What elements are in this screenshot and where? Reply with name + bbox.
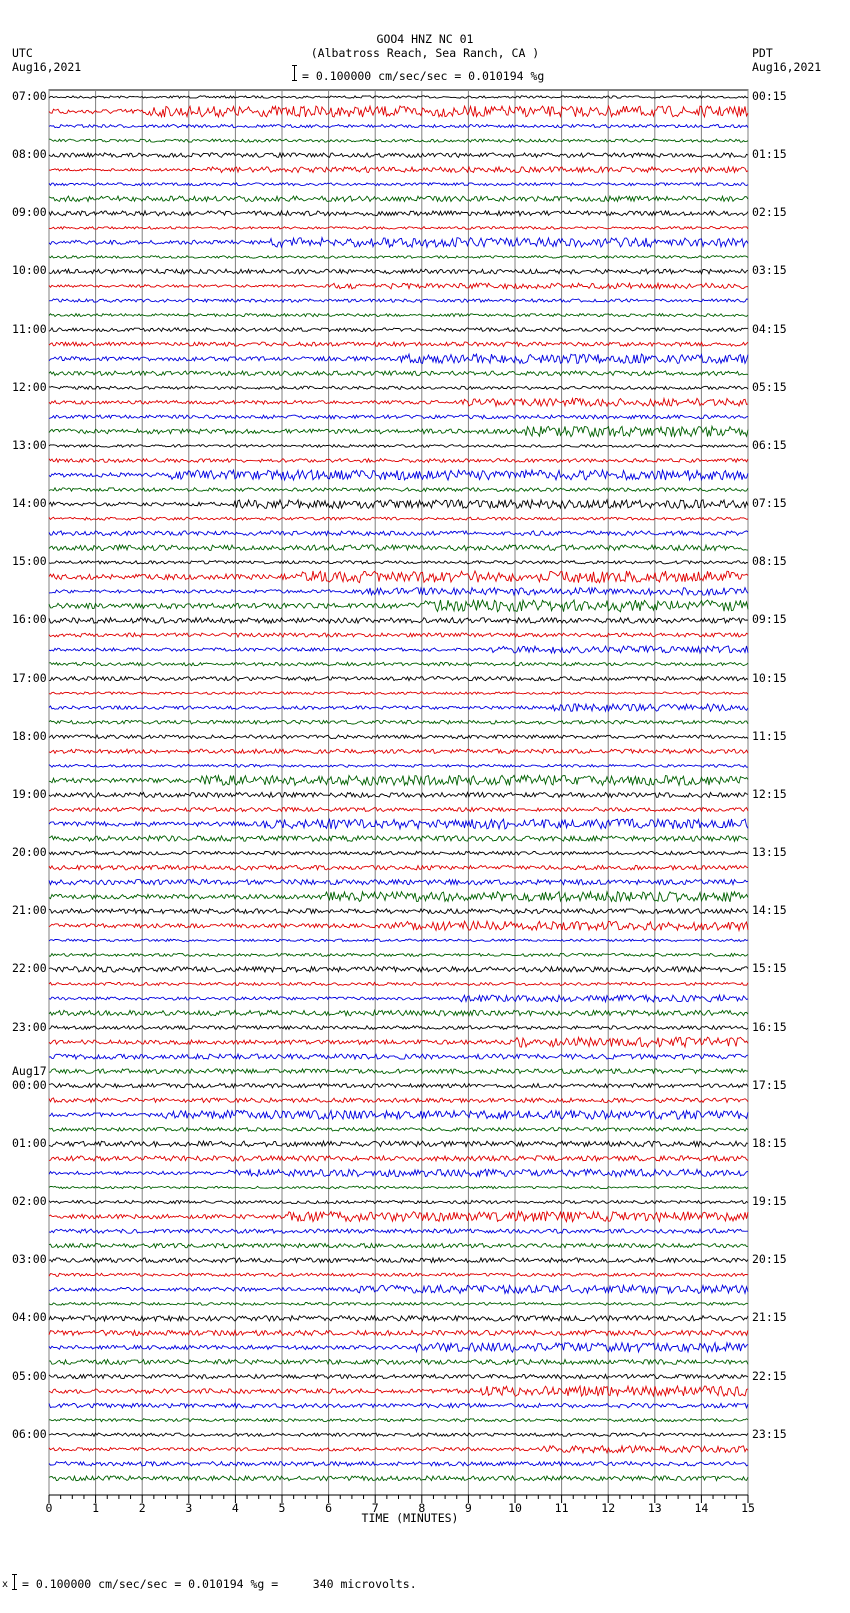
seismic-trace: [49, 892, 748, 902]
seismic-trace: [49, 1302, 748, 1305]
seismic-trace: [49, 342, 748, 346]
seismic-trace: [49, 561, 748, 564]
seismic-trace: [49, 1403, 748, 1408]
pdt-hour-label: 19:15: [752, 1194, 787, 1209]
seismic-trace: [49, 1273, 748, 1276]
utc-hour-label: 08:00: [12, 147, 47, 162]
seismic-trace: [49, 299, 748, 302]
seismic-trace: [49, 517, 748, 520]
utc-hour-label: 16:00: [12, 612, 47, 627]
seismic-trace: [49, 1285, 748, 1293]
x-tick-label: 10: [508, 1501, 522, 1515]
seismic-trace: [49, 256, 748, 259]
seismic-trace: [49, 792, 748, 797]
pdt-label: PDT: [752, 46, 773, 60]
seismic-trace: [49, 1084, 748, 1088]
seismic-trace: [49, 96, 748, 98]
x-axis-label: TIME (MINUTES): [361, 1511, 459, 1525]
seismic-trace: [49, 398, 748, 406]
seismic-trace: [49, 269, 748, 274]
footer-scale-bar-icon: [14, 1574, 15, 1590]
pdt-hour-label: 00:15: [752, 89, 787, 103]
utc-hour-label: 19:00: [12, 786, 47, 801]
seismic-trace: [49, 808, 748, 812]
seismic-trace: [49, 851, 748, 855]
x-tick-label: 7: [371, 1501, 379, 1515]
seismic-trace: [49, 227, 748, 230]
pdt-hour-label: 01:15: [752, 147, 787, 162]
pdt-hour-label: 03:15: [752, 263, 787, 278]
seismic-trace: [49, 386, 748, 389]
seismic-trace: [49, 662, 748, 666]
x-tick-label: 1: [92, 1501, 100, 1515]
seismic-trace: [49, 1010, 748, 1015]
seismic-trace: [49, 1316, 748, 1321]
seismic-trace: [49, 692, 748, 694]
utc-hour-label: 05:00: [12, 1368, 47, 1383]
seismic-trace: [49, 1374, 748, 1378]
footer-scale-text: = 0.100000 cm/sec/sec = 0.010194 %g = 340 microvolts.: [22, 1577, 417, 1591]
seismic-trace: [49, 1343, 748, 1352]
utc-hour-label: 21:00: [12, 903, 47, 918]
utc-hour-label: 04:00: [12, 1310, 47, 1325]
x-tick-label: 13: [647, 1501, 662, 1515]
seismic-trace: [49, 633, 748, 637]
pdt-hour-label: 21:15: [752, 1310, 787, 1325]
x-tick-label: 11: [554, 1501, 569, 1515]
x-tick-label: 15: [741, 1501, 755, 1515]
utc-hour-label: 09:00: [12, 205, 47, 220]
seismic-trace: [49, 921, 748, 930]
seismic-trace: [49, 167, 748, 173]
seismic-trace: [49, 531, 748, 536]
seismic-trace: [49, 1110, 748, 1119]
footer-prefix: x: [2, 1579, 9, 1590]
seismic-trace: [49, 646, 748, 653]
x-tick-label: 9: [464, 1501, 472, 1515]
x-tick-label: 2: [138, 1501, 146, 1515]
seismic-trace: [49, 764, 748, 767]
seismic-trace: [49, 909, 748, 914]
seismic-trace: [49, 153, 748, 158]
pdt-hour-label: 12:15: [752, 786, 787, 801]
pdt-hour-label: 05:15: [752, 379, 787, 394]
seismic-trace: [49, 1462, 748, 1466]
seismic-trace: [49, 677, 748, 681]
plot-frame: [49, 90, 748, 1495]
seismic-trace: [49, 618, 748, 624]
utc-hour-label: 07:00: [12, 89, 47, 103]
seismic-trace: [49, 953, 748, 956]
seismic-trace: [49, 211, 748, 216]
seismic-trace: [49, 196, 748, 201]
seismic-trace: [49, 982, 748, 985]
x-tick-label: 6: [325, 1501, 333, 1515]
seismic-trace: [49, 1419, 748, 1422]
seismic-trace: [49, 588, 748, 595]
seismic-trace: [49, 836, 748, 841]
seismic-trace: [49, 183, 748, 186]
utc-hour-label: 10:00: [12, 263, 47, 278]
utc-hour-label: 06:00: [12, 1426, 47, 1441]
seismic-trace: [49, 488, 748, 492]
x-tick-label: 5: [278, 1501, 286, 1515]
seismic-trace: [49, 415, 748, 419]
seismic-trace: [49, 1054, 748, 1059]
x-tick-label: 14: [694, 1501, 709, 1515]
x-tick-label: 0: [45, 1501, 53, 1515]
x-tick-label: 8: [418, 1501, 426, 1515]
utc-hour-label: 13:00: [12, 437, 47, 452]
seismic-trace: [49, 1258, 748, 1263]
seismic-trace: [49, 283, 748, 289]
utc-hour-label: 15:00: [12, 554, 47, 569]
pdt-hour-label: 09:15: [752, 612, 787, 627]
seismic-trace: [49, 1330, 748, 1335]
seismic-trace: [49, 500, 748, 509]
seismic-trace: [49, 995, 748, 1002]
seismic-trace: [49, 1229, 748, 1233]
seismic-trace: [49, 1169, 748, 1176]
seismic-trace: [49, 545, 748, 551]
utc-hour-label: 00:00: [12, 1077, 47, 1092]
seismic-trace: [49, 106, 748, 117]
seismic-trace: [49, 125, 748, 128]
utc-hour-label: 03:00: [12, 1252, 47, 1267]
pdt-hour-label: 02:15: [752, 205, 787, 220]
pdt-hour-label: 22:15: [752, 1368, 787, 1383]
seismic-trace: [49, 1386, 748, 1396]
seismic-trace: [49, 865, 748, 869]
seismic-trace: [49, 1186, 748, 1189]
seismic-trace: [49, 600, 748, 612]
date-change-label: Aug17: [12, 1063, 47, 1078]
seismic-trace: [49, 1069, 748, 1074]
seismic-trace: [49, 238, 748, 247]
seismic-trace: [49, 749, 748, 753]
pdt-hour-label: 20:15: [752, 1252, 787, 1267]
utc-hour-label: 17:00: [12, 670, 47, 685]
scale-text: = 0.100000 cm/sec/sec = 0.010194 %g: [302, 69, 545, 83]
seismic-trace: [49, 1446, 748, 1453]
seismic-trace: [49, 880, 748, 885]
pdt-date: Aug16,2021: [752, 60, 822, 74]
pdt-hour-label: 08:15: [752, 554, 787, 569]
seismic-trace: [49, 1098, 748, 1103]
seismic-trace: [49, 354, 748, 363]
seismic-trace: [49, 470, 748, 480]
utc-hour-label: 02:00: [12, 1194, 47, 1209]
seismic-trace: [49, 1037, 748, 1047]
seismic-trace: [49, 1141, 748, 1147]
utc-hour-label: 11:00: [12, 321, 47, 336]
seismic-trace: [49, 1128, 748, 1132]
seismic-trace: [49, 1244, 748, 1248]
seismic-trace: [49, 704, 748, 711]
pdt-hour-label: 23:15: [752, 1426, 787, 1441]
seismic-trace: [49, 819, 748, 829]
seismic-trace: [49, 371, 748, 376]
station-title: GOO4 HNZ NC 01: [376, 32, 474, 46]
x-tick-label: 3: [185, 1501, 193, 1515]
pdt-hour-label: 10:15: [752, 670, 787, 685]
utc-hour-label: 20:00: [12, 845, 47, 860]
pdt-hour-label: 06:15: [752, 437, 787, 452]
pdt-hour-label: 07:15: [752, 496, 787, 511]
utc-date: Aug16,2021: [12, 60, 82, 74]
pdt-hour-label: 14:15: [752, 903, 787, 918]
x-tick-label: 12: [601, 1501, 616, 1515]
utc-hour-label: 22:00: [12, 961, 47, 976]
utc-hour-label: 01:00: [12, 1135, 47, 1150]
station-location: (Albatross Reach, Sea Ranch, CA ): [310, 46, 540, 60]
pdt-hour-label: 17:15: [752, 1077, 787, 1092]
utc-hour-label: 12:00: [12, 379, 47, 394]
seismic-trace: [49, 1476, 748, 1481]
pdt-hour-label: 11:15: [752, 728, 787, 743]
pdt-hour-label: 16:15: [752, 1019, 787, 1034]
x-tick-label: 4: [231, 1501, 239, 1515]
seismic-trace: [49, 1200, 748, 1203]
seismic-trace: [49, 459, 748, 463]
seismic-trace: [49, 571, 748, 583]
seismic-trace: [49, 720, 748, 724]
seismic-trace: [49, 1360, 748, 1365]
utc-hour-label: 18:00: [12, 728, 47, 743]
seismic-trace: [49, 1156, 748, 1161]
pdt-hour-label: 04:15: [752, 321, 787, 336]
pdt-hour-label: 13:15: [752, 845, 787, 860]
pdt-hour-label: 18:15: [752, 1135, 787, 1150]
seismic-trace: [49, 1433, 748, 1436]
seismic-trace: [49, 735, 748, 739]
utc-hour-label: 23:00: [12, 1019, 47, 1034]
utc-label: UTC: [12, 46, 33, 60]
seismic-trace: [49, 139, 748, 142]
seismic-trace: [49, 967, 748, 972]
seismic-trace: [49, 775, 748, 785]
pdt-hour-label: 15:15: [752, 961, 787, 976]
seismic-trace: [49, 1212, 748, 1222]
seismic-trace: [49, 445, 748, 448]
seismic-trace: [49, 426, 748, 437]
seismic-trace: [49, 328, 748, 332]
seismic-trace: [49, 1026, 748, 1030]
seismic-trace: [49, 314, 748, 317]
seismic-trace: [49, 939, 748, 941]
utc-hour-label: 14:00: [12, 496, 47, 511]
